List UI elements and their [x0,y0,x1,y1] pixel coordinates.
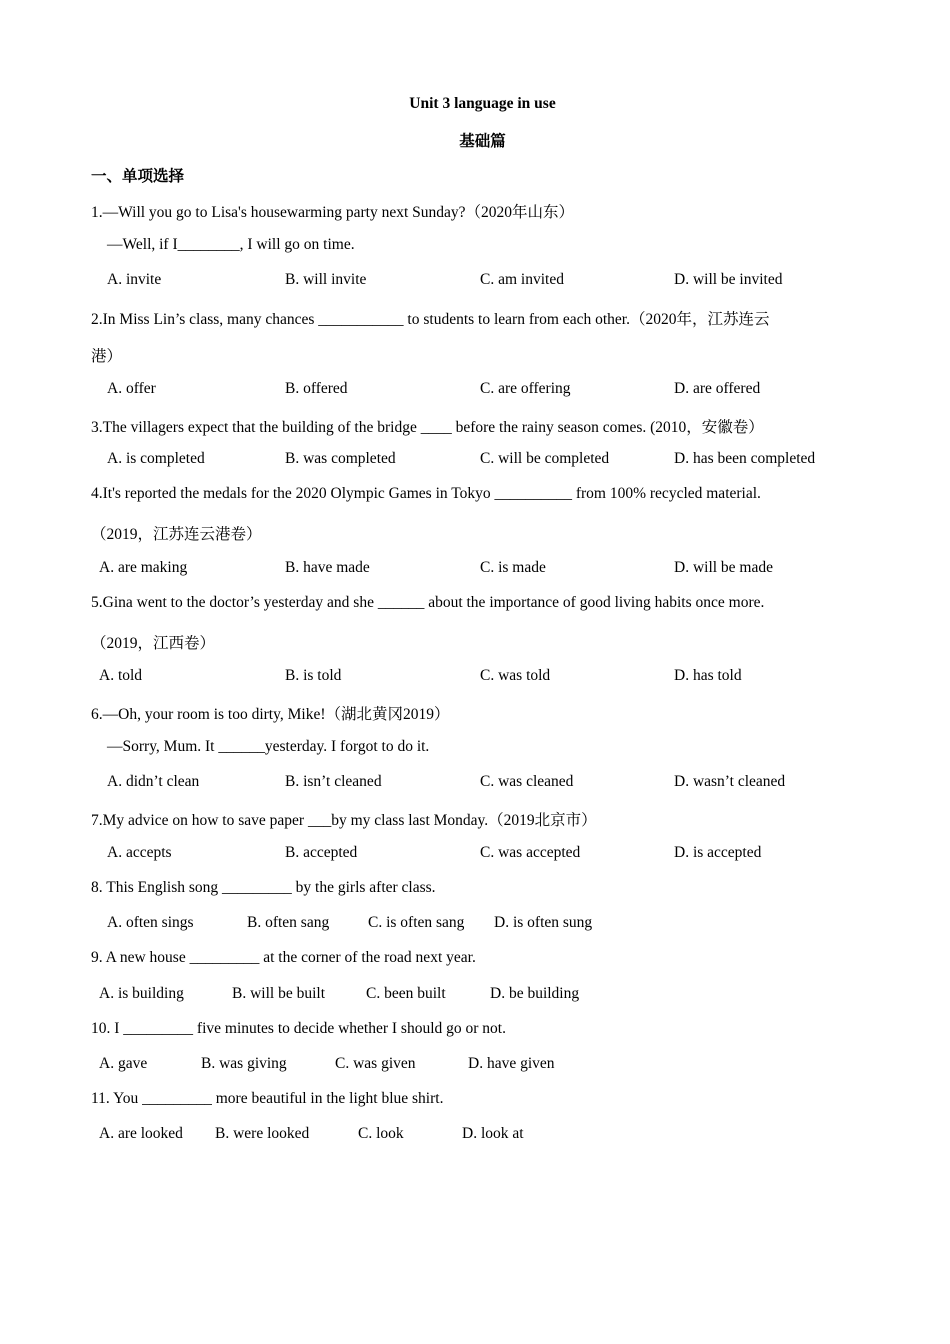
question-9-option-b[interactable]: B. will be built [232,985,325,1002]
question-5-option-a[interactable]: A. told [99,667,143,684]
question-5-option-c[interactable]: C. was told [480,667,551,684]
question-5-option-b[interactable]: B. is told [285,667,342,684]
question-2-option-a[interactable]: A. offer [107,380,156,397]
question-5-line-2: （2019，江西卷） [91,635,216,652]
question-3-line-1: 3.The villagers expect that the building of the bridge ____ before the rainy season comes. (2010，安徽卷） [91,419,764,436]
question-9-option-c[interactable]: C. been built [366,985,446,1002]
question-7-option-c[interactable]: C. was accepted [480,844,581,861]
question-7-option-a[interactable]: A. accepts [107,844,172,861]
question-2-option-d[interactable]: D. are offered [674,380,761,397]
question-5-option-d[interactable]: D. has told [674,667,742,684]
question-10-option-c[interactable]: C. was given [335,1055,416,1072]
page-subtitle: 基础篇 [459,132,506,150]
question-4-option-d[interactable]: D. will be made [674,559,774,576]
question-6-option-a[interactable]: A. didn’t clean [107,773,200,790]
question-2-line-1: 2.In Miss Lin’s class, many chances ___________ to students to learn from each other.（2020年，江苏连云 [91,311,770,328]
question-3-option-b[interactable]: B. was completed [285,450,396,467]
question-10-option-b[interactable]: B. was giving [201,1055,287,1072]
question-4-line-1: 4.It's reported the medals for the 2020 Olympic Games in Tokyo __________ from 100% recycled material. [91,485,761,502]
question-8-option-c[interactable]: C. is often sang [368,914,465,931]
question-9-line-1: 9. A new house _________ at the corner of the road next year. [91,949,476,966]
question-11-option-a[interactable]: A. are looked [99,1125,183,1142]
question-10-option-a[interactable]: A. gave [99,1055,148,1072]
question-9-option-a[interactable]: A. is building [99,985,184,1002]
question-8-option-a[interactable]: A. often sings [107,914,194,931]
question-6-option-c[interactable]: C. was cleaned [480,773,574,790]
question-9-option-d[interactable]: D. be building [490,985,580,1002]
question-2-option-b[interactable]: B. offered [285,380,348,397]
question-1-option-c[interactable]: C. am invited [480,271,564,288]
question-1-option-a[interactable]: A. invite [107,271,162,288]
question-7-option-d[interactable]: D. is accepted [674,844,762,861]
question-8-option-d[interactable]: D. is often sung [494,914,593,931]
question-5-line-1: 5.Gina went to the doctor’s yesterday and she ______ about the importance of good living habits once more. [91,594,765,611]
question-3-option-d[interactable]: D. has been completed [674,450,816,467]
question-8-option-b[interactable]: B. often sang [247,914,330,931]
question-3-option-a[interactable]: A. is completed [107,450,205,467]
question-6-line-2: —Sorry, Mum. It ______yesterday. I forgot to do it. [107,738,430,755]
question-8-line-1: 8. This English song _________ by the girls after class. [91,879,436,896]
question-11-option-d[interactable]: D. look at [462,1125,524,1142]
section-heading: 一、单项选择 [91,167,185,185]
question-4-line-2: （2019，江苏连云港卷） [91,526,262,543]
question-4-option-a[interactable]: A. are making [99,559,188,576]
question-4-option-b[interactable]: B. have made [285,559,370,576]
question-10-option-d[interactable]: D. have given [468,1055,555,1072]
question-11-line-1: 11. You _________ more beautiful in the light blue shirt. [91,1090,444,1107]
question-6-line-1: 6.—Oh, your room is too dirty, Mike!（湖北黄冈2019） [91,706,450,723]
question-2-option-c[interactable]: C. are offering [480,380,571,397]
question-3-option-c[interactable]: C. will be completed [480,450,610,467]
question-1-option-b[interactable]: B. will invite [285,271,367,288]
question-1-line-2: —Well, if I________, I will go on time. [107,236,355,253]
question-6-option-d[interactable]: D. wasn’t cleaned [674,773,786,790]
question-11-option-b[interactable]: B. were looked [215,1125,310,1142]
question-10-line-1: 10. I _________ five minutes to decide whether I should go or not. [91,1020,506,1037]
question-4-option-c[interactable]: C. is made [480,559,546,576]
question-7-option-b[interactable]: B. accepted [285,844,358,861]
question-1-line-1: 1.—Will you go to Lisa's housewarming party next Sunday?（2020年山东） [91,204,575,221]
question-1-option-d[interactable]: D. will be invited [674,271,783,288]
question-7-line-1: 7.My advice on how to save paper ___by my class last Monday.（2019北京市） [91,812,597,829]
question-2-line-2: 港） [91,348,123,365]
question-11-option-c[interactable]: C. look [358,1125,404,1142]
page-title: Unit 3 language in use [409,95,556,112]
question-6-option-b[interactable]: B. isn’t cleaned [285,773,382,790]
